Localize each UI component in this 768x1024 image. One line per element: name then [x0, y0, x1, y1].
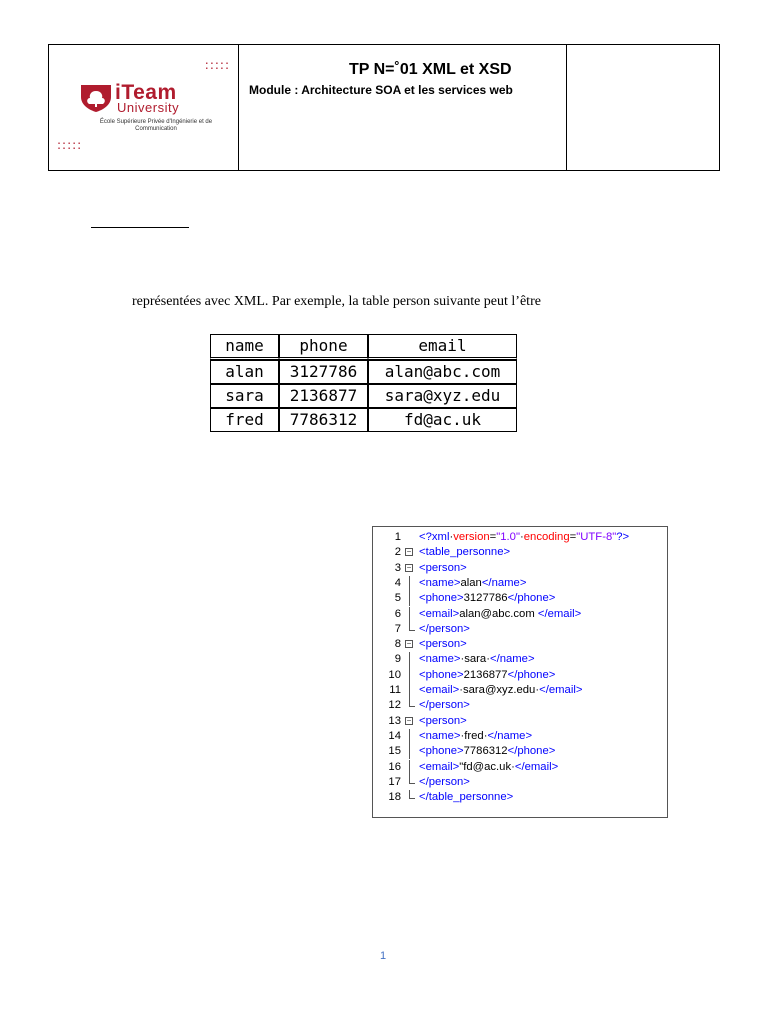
code-text: <name>alan</name>	[419, 576, 527, 589]
intro-paragraph: représentées avec XML. Par exemple, la table person suivante peut l’être	[132, 294, 541, 309]
table-cell: fred	[210, 408, 279, 432]
shield-icon	[79, 83, 113, 113]
table-cell: alan	[210, 360, 279, 384]
column-header: phone	[279, 334, 368, 360]
line-number: 6	[394, 607, 401, 620]
table-cell: fd@ac.uk	[368, 408, 517, 432]
line-number: 1	[394, 531, 401, 543]
code-text: <name>·sara·</name>	[419, 653, 535, 666]
fold-end-guide	[409, 698, 415, 707]
table-row	[210, 360, 517, 384]
code-text: </person>	[419, 775, 470, 788]
section-underline	[91, 227, 189, 228]
code-text: <phone>7786312</phone>	[419, 745, 556, 758]
code-text: <table_personne>	[419, 546, 511, 559]
fold-guide	[409, 576, 410, 591]
line-number: 5	[394, 592, 401, 605]
logo-cell	[49, 45, 239, 170]
code-text: <phone>2136877</phone>	[419, 668, 556, 681]
logo-tagline: École Supérieure Privée d'Ingénierie et de Communication	[99, 119, 213, 132]
line-number: 8	[394, 638, 401, 651]
code-text: <person>	[419, 638, 467, 651]
logo-subtitle: University	[117, 100, 180, 115]
fold-end-guide	[409, 775, 415, 784]
empty-cell	[567, 45, 719, 170]
line-number: 14	[388, 729, 401, 742]
module-name: Module : Architecture SOA et les services web	[249, 83, 513, 97]
decorative-dots-icon: :::::	[57, 138, 83, 152]
fold-guide	[409, 652, 410, 667]
document-title: TP N=˚01 XML et XSD	[349, 61, 512, 78]
table-row	[210, 408, 517, 432]
page-number: 1	[380, 950, 387, 962]
line-number: 18	[388, 791, 401, 804]
iteam-university-logo	[79, 81, 213, 132]
code-text: <person>	[419, 561, 467, 574]
line-number: 4	[394, 576, 401, 589]
code-text: <name>·fred·</name>	[419, 729, 533, 742]
person-table	[210, 334, 517, 432]
table-row	[210, 384, 517, 408]
fold-toggle-icon[interactable]: −	[406, 715, 412, 725]
code-text: <phone>3127786</phone>	[419, 592, 556, 605]
table-cell: 3127786	[279, 360, 368, 384]
fold-toggle-icon[interactable]: −	[406, 562, 412, 572]
column-header: name	[210, 334, 279, 360]
table-cell: 2136877	[279, 384, 368, 408]
line-number: 16	[388, 760, 401, 773]
line-number: 17	[388, 775, 401, 788]
fold-end-guide	[409, 622, 415, 631]
fold-toggle-icon[interactable]: −	[406, 547, 412, 557]
table-cell: sara	[210, 384, 279, 408]
table-cell: alan@abc.com	[368, 360, 517, 384]
fold-guide	[409, 668, 410, 683]
code-text: <email>"fd@ac.uk·</email>	[419, 760, 559, 773]
code-text: </person>	[419, 699, 470, 712]
table-cell: 7786312	[279, 408, 368, 432]
code-text: </table_personne>	[419, 791, 514, 804]
fold-guide	[409, 744, 410, 759]
line-number: 10	[388, 668, 401, 681]
code-text: <person>	[419, 714, 467, 727]
line-number: 7	[394, 622, 401, 635]
fold-guide	[409, 683, 410, 698]
line-number: 2	[394, 546, 401, 559]
code-text: <email>·sara@xyz.edu·</email>	[419, 684, 583, 696]
document-header	[48, 44, 720, 171]
column-header: email	[368, 334, 517, 360]
fold-guide	[409, 729, 410, 744]
logo-name: iTeam	[115, 81, 177, 104]
line-number: 15	[388, 745, 401, 758]
fold-toggle-icon[interactable]: −	[406, 639, 412, 649]
line-number: 11	[389, 684, 401, 696]
xml-code-listing	[372, 526, 668, 818]
fold-end-guide	[409, 790, 415, 799]
decorative-dots-icon: :::::	[204, 58, 230, 72]
code-text: <email>alan@abc.com </email>	[419, 607, 582, 620]
code-text: </person>	[419, 622, 470, 635]
fold-guide	[409, 591, 410, 606]
title-cell	[239, 45, 567, 170]
line-number: 13	[388, 714, 401, 727]
table-header-row	[210, 334, 517, 360]
line-number: 12	[388, 699, 401, 712]
fold-guide	[409, 607, 410, 622]
line-number: 3	[394, 561, 401, 574]
code-text: <?xml·version="1.0"·encoding="UTF-8"?>	[419, 531, 630, 543]
line-number: 9	[394, 653, 401, 666]
table-cell: sara@xyz.edu	[368, 384, 517, 408]
fold-guide	[409, 760, 410, 775]
